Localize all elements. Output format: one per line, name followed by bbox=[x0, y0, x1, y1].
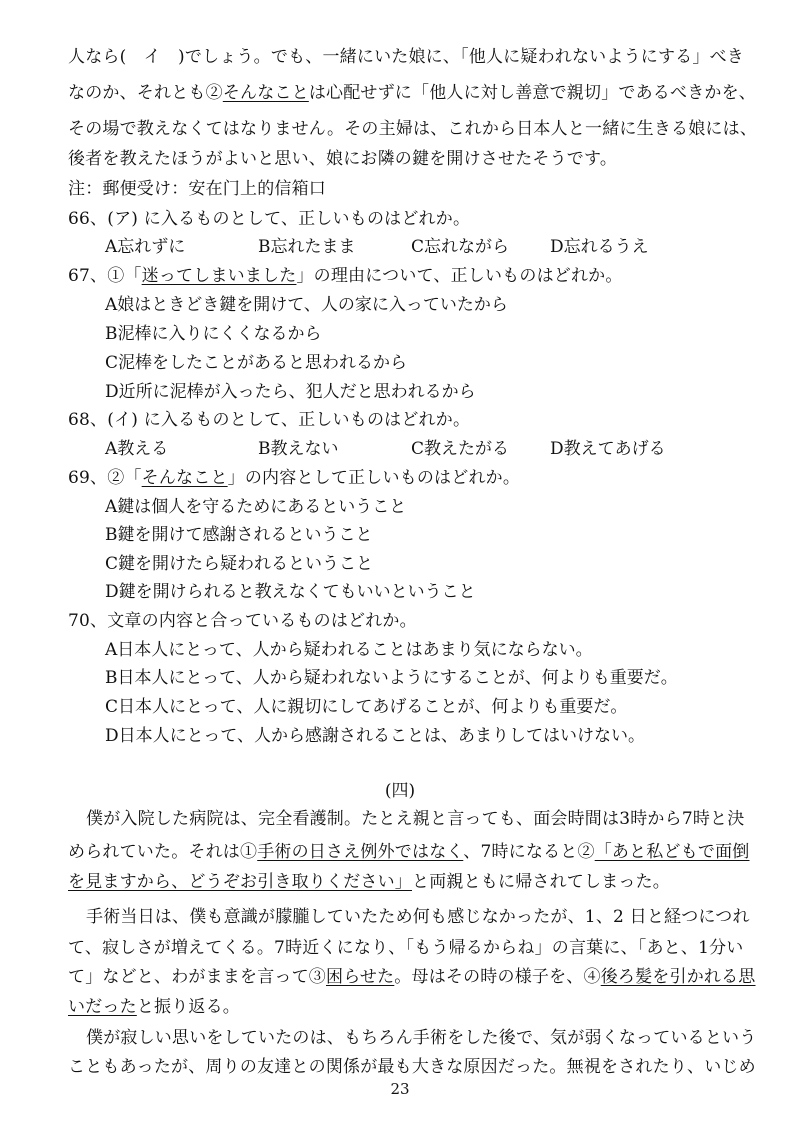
text: 」の内容として正しいものはどれか。 bbox=[227, 468, 521, 488]
underlined-phrase: 後ろ髪を引かれる思 bbox=[600, 967, 756, 987]
question-stem: 68、(イ) に入るものとして、正しいものはどれか。 bbox=[68, 410, 471, 430]
option-b[interactable]: B忘れたまま bbox=[258, 237, 356, 257]
underlined-phrase: 「あと私どもで面倒 bbox=[594, 842, 750, 862]
option-c[interactable]: C教えたがる bbox=[411, 439, 510, 459]
option-c[interactable]: C忘れながら bbox=[411, 237, 510, 257]
underlined-phrase: 手術の日さえ例外ではなく bbox=[257, 842, 464, 862]
underlined-phrase: 迷ってしまいました bbox=[141, 266, 297, 286]
text: 」の理由について、正しいものはどれか。 bbox=[296, 266, 623, 286]
passage-line bbox=[68, 966, 756, 988]
text: と両親ともに帰されてしまった。 bbox=[412, 872, 670, 892]
option-d[interactable]: D近所に泥棒が入ったら、犯人だと思われるから bbox=[105, 382, 476, 402]
passage-line: その場で教えなくてはなりません。その主婦は、これから日本人と一緒に生きる娘には、 bbox=[68, 119, 758, 139]
option-d[interactable]: D鍵を開けられると教えなくてもいいということ bbox=[105, 582, 476, 602]
passage-line: 後者を教えたほうがよいと思い、娘にお隣の鍵を開けさせたそうです。 bbox=[68, 149, 618, 169]
vocab-note: 注：郵便受け：安在门上的信箱口 bbox=[68, 179, 326, 199]
option-d[interactable]: D忘れるうえ bbox=[550, 237, 649, 257]
question-stem: 70、文章の内容と合っているものはどれか。 bbox=[68, 611, 417, 631]
option-b[interactable]: B泥棒に入りにくくなるから bbox=[105, 324, 322, 344]
option-c[interactable]: C泥棒をしたことがあると思われるから bbox=[105, 353, 408, 373]
text: 69、②「 bbox=[68, 468, 142, 488]
section-heading: (四) bbox=[384, 781, 416, 801]
question-stem bbox=[68, 467, 520, 489]
underlined-phrase: いだった bbox=[68, 997, 137, 1017]
page-number: 23 bbox=[390, 1080, 410, 1098]
underlined-phrase: そんなこと bbox=[222, 83, 309, 103]
passage-line bbox=[68, 871, 670, 893]
text: 、7時になると② bbox=[463, 842, 595, 862]
option-a[interactable]: A鍵は個人を守るためにあるということ bbox=[105, 497, 407, 517]
underlined-phrase: 困らせた bbox=[326, 967, 395, 987]
text: て」などと、わがままを言って③ bbox=[68, 967, 326, 987]
question-stem bbox=[68, 265, 623, 287]
passage-line: 僕が入院した病院は、完全看護制。たとえ親と言っても、面会時間は3時から7時と決 bbox=[86, 809, 745, 829]
text: 。母はその時の様子を、④ bbox=[394, 967, 601, 987]
option-a[interactable]: A忘れずに bbox=[105, 237, 186, 257]
option-b[interactable]: B教えない bbox=[258, 439, 339, 459]
passage-line: て、寂しさが増えてくる。7時近くになり、「もう帰るからね」の言葉に、「あと、1分い bbox=[68, 938, 744, 958]
passage-line: 僕が寂しい思いをしていたのは、もちろん手術をした後で、気が弱くなっているという bbox=[86, 1028, 757, 1048]
option-c[interactable]: C鍵を開けたら疑われるということ bbox=[105, 554, 374, 574]
question-stem: 66、(ア) に入るものとして、正しいものはどれか。 bbox=[68, 209, 471, 229]
option-b[interactable]: B鍵を開けて感謝されるということ bbox=[105, 525, 373, 545]
option-c[interactable]: C日本人にとって、人に親切にしてあげることが、何よりも重要だ。 bbox=[105, 697, 628, 717]
passage-line bbox=[68, 996, 240, 1018]
passage-line: 手術当日は、僕も意識が朦朧していたため何も感じなかったが、1、2 日と経つにつれ bbox=[86, 907, 750, 927]
text: められていた。それは① bbox=[68, 842, 258, 862]
option-a[interactable]: A日本人にとって、人から疑われることはあまり気にならない。 bbox=[105, 640, 593, 660]
passage-line bbox=[68, 82, 756, 104]
text: なのか、それとも② bbox=[68, 83, 223, 103]
option-a[interactable]: A教える bbox=[105, 439, 169, 459]
underlined-phrase: そんなこと bbox=[141, 468, 228, 488]
passage-line: 人なら( イ )でしょう。でも、一緒にいた娘に、「他人に疑われないようにする」べき bbox=[68, 47, 744, 67]
text: は心配せずに「他人に対し善意で親切」であるべきかを、 bbox=[308, 83, 757, 103]
passage-line: こともあったが、周りの友達との関係が最も大きな原因だった。無視をされたり、いじめ bbox=[68, 1057, 756, 1077]
option-b[interactable]: B日本人にとって、人から疑われないようにすることが、何よりも重要だ。 bbox=[105, 668, 678, 688]
option-a[interactable]: A娘はときどき鍵を開けて、人の家に入っていたから bbox=[105, 295, 508, 315]
text: と振り返る。 bbox=[136, 997, 241, 1017]
option-d[interactable]: D日本人にとって、人から感謝されることは、あまりしてはいけない。 bbox=[105, 726, 645, 746]
text: 67、①「 bbox=[68, 266, 142, 286]
underlined-phrase: を見ますから、どうぞお引き取りください」 bbox=[68, 872, 412, 892]
option-d[interactable]: D教えてあげる bbox=[550, 439, 666, 459]
passage-line bbox=[68, 841, 750, 863]
